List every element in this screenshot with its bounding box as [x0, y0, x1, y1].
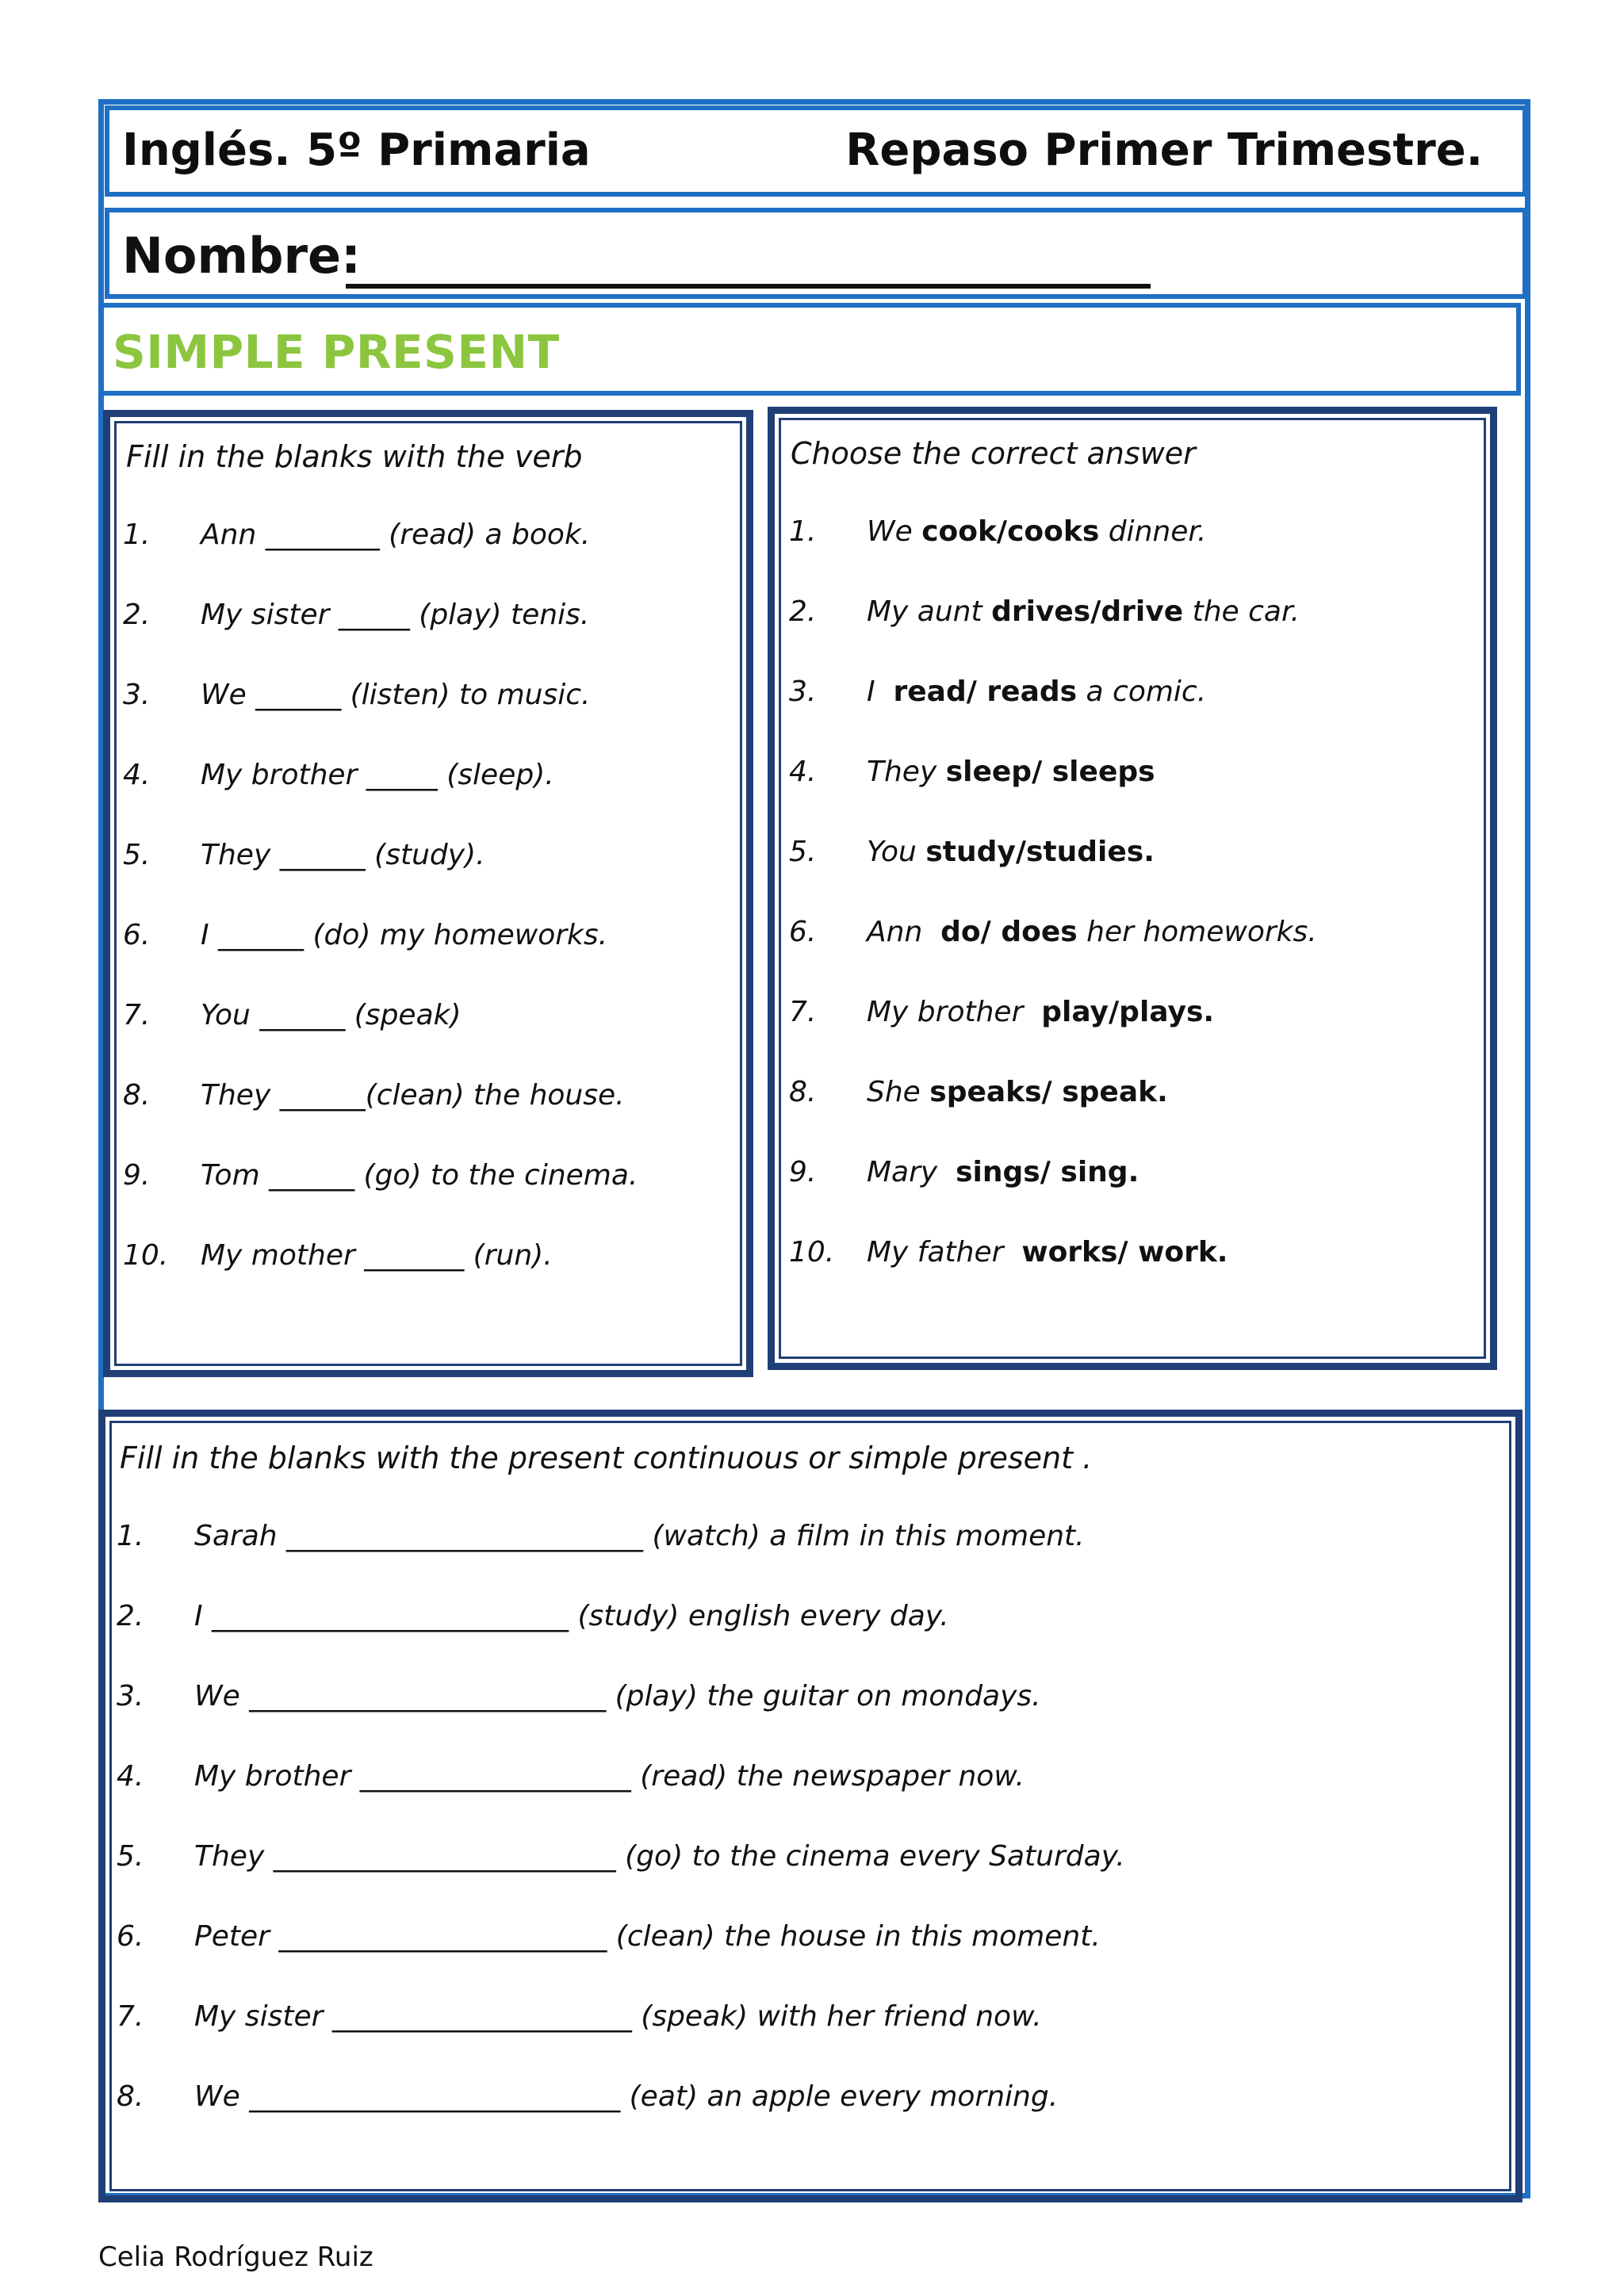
item-prefix: Ann [867, 916, 941, 948]
item-text [867, 1236, 1228, 1269]
exercise-title: Fill in the blanks with the verb [126, 439, 583, 474]
item-text [867, 756, 1155, 788]
item-prefix: My aunt [867, 595, 992, 628]
item-prefix: You [867, 836, 926, 868]
item-text: You ______ (speak) [201, 999, 462, 1031]
exercise-inner-border [779, 418, 1486, 1359]
item-number: 2. [789, 595, 817, 628]
item-number: 4. [123, 759, 151, 791]
exercise-title: Fill in the blanks with the present continuous or simple present . [120, 1441, 1093, 1475]
item-number: 9. [123, 1159, 151, 1192]
exercise-inner-border [114, 421, 742, 1366]
item-number: 5. [117, 1840, 144, 1873]
item-number: 7. [117, 2000, 144, 2033]
item-text: Sarah _________________________ (watch) a film in this moment. [194, 1520, 1085, 1552]
item-number: 3. [789, 675, 817, 708]
item-text: I _________________________ (study) english every day. [194, 1600, 949, 1632]
item-number: 2. [117, 1600, 144, 1632]
item-text: We ______ (listen) to music. [201, 679, 591, 711]
item-text: Tom ______ (go) to the cinema. [201, 1159, 638, 1192]
item-number: 8. [789, 1076, 817, 1108]
name-label: Nombre: [122, 227, 361, 285]
item-number: 7. [123, 999, 151, 1031]
item-text: They ________________________ (go) to the cinema every Saturday. [194, 1840, 1125, 1873]
exercise-fill-verb [103, 410, 753, 1377]
item-number: 6. [117, 1920, 144, 1953]
item-text: My brother ___________________ (read) the newspaper now. [194, 1760, 1025, 1793]
item-prefix: Mary [867, 1156, 956, 1188]
item-text [867, 916, 1317, 948]
answer-options[interactable]: study/studies. [925, 836, 1155, 868]
item-text: My mother _______ (run). [201, 1239, 553, 1272]
answer-options[interactable]: sings/ sing. [956, 1156, 1139, 1188]
worksheet-header [105, 105, 1527, 197]
item-text: Peter _______________________ (clean) the house in this moment. [194, 1920, 1101, 1953]
item-number: 6. [123, 919, 151, 951]
item-number: 3. [123, 679, 151, 711]
item-text [867, 515, 1206, 548]
answer-options[interactable]: works/ work. [1021, 1236, 1228, 1269]
answer-options[interactable]: read/ reads [893, 675, 1078, 708]
item-text: They ______(clean) the house. [201, 1079, 625, 1112]
item-text: My sister _____________________ (speak) with her friend now. [194, 2000, 1042, 2033]
item-text: My sister _____ (play) tenis. [201, 599, 590, 631]
answer-options[interactable]: sleep/ sleeps [945, 756, 1155, 788]
item-prefix: They [867, 756, 946, 788]
item-text: Ann ________ (read) a book. [201, 519, 591, 551]
exercise-choose-answer [768, 407, 1497, 1370]
item-prefix: We [867, 515, 922, 548]
item-text: I ______ (do) my homeworks. [201, 919, 608, 951]
item-suffix: a comic. [1077, 675, 1207, 708]
name-row [105, 208, 1527, 299]
exercise-title: Choose the correct answer [791, 436, 1196, 471]
item-text: We __________________________ (eat) an apple every morning. [194, 2080, 1059, 2113]
answer-options[interactable]: do/ does [940, 916, 1078, 948]
answer-options[interactable]: speaks/ speak. [929, 1076, 1168, 1108]
item-text [867, 1156, 1139, 1188]
item-number: 7. [789, 996, 817, 1028]
item-text [867, 1076, 1168, 1108]
item-suffix: the car. [1183, 595, 1300, 628]
item-number: 1. [789, 515, 817, 548]
answer-options[interactable]: cook/cooks [921, 515, 1100, 548]
item-prefix: She [867, 1076, 930, 1108]
item-number: 10. [789, 1236, 835, 1269]
item-text [867, 836, 1155, 868]
item-number: 5. [123, 839, 151, 871]
item-prefix: I [867, 675, 894, 708]
item-number: 1. [123, 519, 151, 551]
course-label: Inglés. 5º Primaria [122, 124, 591, 176]
item-prefix: My brother [867, 996, 1042, 1028]
item-number: 4. [789, 756, 817, 788]
item-number: 8. [123, 1079, 151, 1112]
item-text: We _________________________ (play) the guitar on mondays. [194, 1680, 1041, 1712]
item-text [867, 675, 1206, 708]
item-text [867, 595, 1300, 628]
item-number: 10. [123, 1239, 169, 1272]
name-field[interactable] [346, 236, 1151, 289]
item-number: 5. [789, 836, 817, 868]
item-number: 4. [117, 1760, 144, 1793]
item-number: 8. [117, 2080, 144, 2113]
item-text: My brother _____ (sleep). [201, 759, 554, 791]
item-prefix: My father [867, 1236, 1022, 1269]
item-suffix: dinner. [1099, 515, 1207, 548]
answer-options[interactable]: drives/drive [991, 595, 1184, 628]
item-number: 1. [117, 1520, 144, 1552]
item-text [867, 996, 1214, 1028]
item-suffix: her homeworks. [1077, 916, 1317, 948]
item-number: 9. [789, 1156, 817, 1188]
item-number: 3. [117, 1680, 144, 1712]
exercise-continuous-or-simple [98, 1410, 1522, 2202]
item-number: 6. [789, 916, 817, 948]
item-text: They ______ (study). [201, 839, 485, 871]
review-label: Repaso Primer Trimestre. [845, 124, 1483, 176]
topic-header [98, 303, 1521, 396]
author-footer: Celia Rodríguez Ruiz [98, 2241, 373, 2273]
answer-options[interactable]: play/plays. [1041, 996, 1215, 1028]
topic-title: SIMPLE PRESENT [113, 325, 560, 379]
item-number: 2. [123, 599, 151, 631]
